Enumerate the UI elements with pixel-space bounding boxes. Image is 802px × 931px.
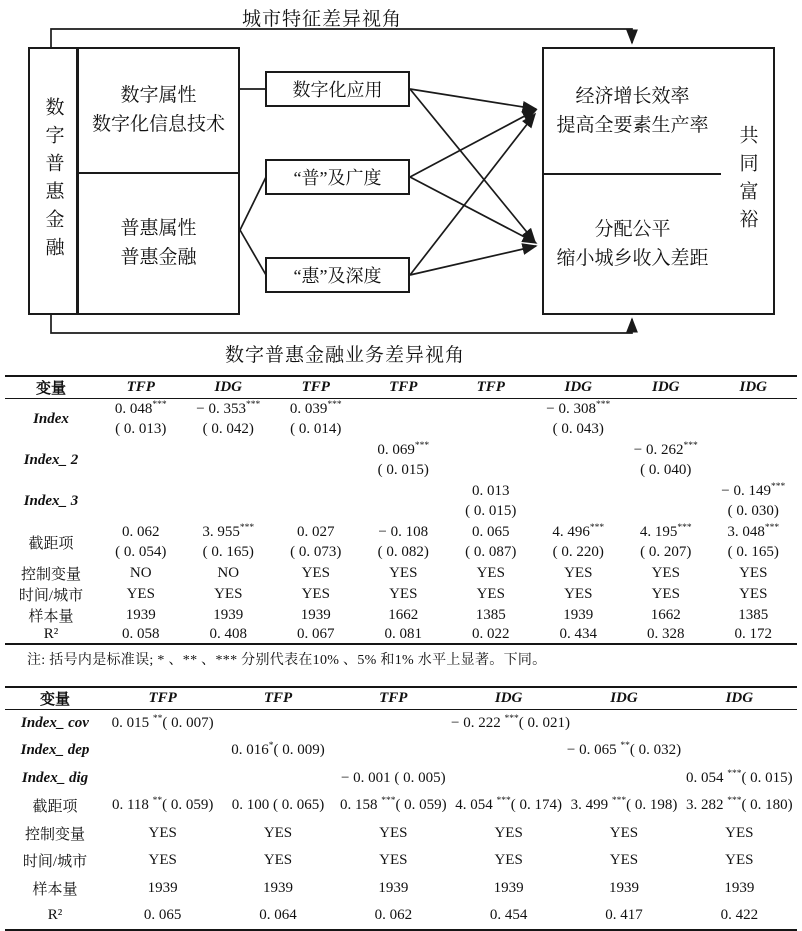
value-cell: YES <box>148 852 177 869</box>
common-prosperity-label: 共同富裕 <box>736 125 758 237</box>
empty-cell <box>535 440 623 481</box>
row-label: 截距项 <box>32 799 78 816</box>
value-cell: YES <box>389 564 418 581</box>
coef-cell: − 0. 065 **( 0. 032) <box>566 741 682 759</box>
empty-cell <box>566 710 681 738</box>
value-cell: 1662 <box>650 606 681 623</box>
row-label: 时间/城市 <box>18 587 84 604</box>
value-cell: YES <box>651 585 680 602</box>
table-row <box>5 710 797 738</box>
value-cell: YES <box>494 824 523 841</box>
row-label: 控制变量 <box>24 826 85 843</box>
coef-cell: − 0. 108 ( 0. 082) <box>377 524 429 560</box>
value-cell: YES <box>263 852 293 869</box>
empty-cell <box>451 765 566 793</box>
empty-cell <box>566 765 681 793</box>
inclusive-attribute-box <box>79 174 238 313</box>
empty-cell <box>220 710 335 738</box>
empty-cell <box>105 737 220 765</box>
coef-cell: 4. 054 ***( 0. 174) <box>455 796 563 814</box>
row-label: 时间/城市 <box>22 854 88 871</box>
coef-cell: 0. 062 ( 0. 054) <box>115 524 167 560</box>
value-cell: 1385 <box>475 606 506 623</box>
value-cell: 1939 <box>378 879 409 896</box>
coef-cell: 0. 027 ( 0. 073) <box>290 524 342 560</box>
empty-cell <box>336 737 451 765</box>
column-header: IDG <box>494 690 523 706</box>
row-label: 样本量 <box>28 608 74 625</box>
digital-inclusive-finance-label: 数字普惠金融 <box>42 97 64 265</box>
coef-cell: 0. 100 ( 0. 065) <box>231 797 325 814</box>
value-cell: YES <box>389 585 418 602</box>
empty-cell <box>336 710 451 738</box>
value-cell: YES <box>725 852 754 869</box>
coef-cell: 0. 158 ***( 0. 059) <box>339 796 447 814</box>
header-row <box>5 376 797 399</box>
diagram-top-title: 城市特征差异视角 <box>241 9 402 30</box>
coverage-breadth-box: “普”及广度 <box>265 159 410 195</box>
value-cell: YES <box>609 852 639 869</box>
header-row <box>5 687 797 710</box>
diagram-bottom-title: 数字普惠金融业务差异视角 <box>224 345 465 366</box>
value-cell: 1939 <box>213 606 244 623</box>
value-cell: YES <box>214 585 243 602</box>
value-cell: 0. 422 <box>720 906 759 923</box>
value-cell: YES <box>564 564 593 581</box>
coef-cell: 0. 015 **( 0. 007) <box>111 714 214 731</box>
coef-cell: − 0. 308*** ( 0. 043) <box>546 400 611 438</box>
value-cell: YES <box>739 585 768 602</box>
value-cell: YES <box>609 824 639 841</box>
usage-depth-box: “惠”及深度 <box>265 257 410 293</box>
coef-cell: 0. 118 **( 0. 059) <box>111 796 214 814</box>
column-header: IDG <box>564 379 592 395</box>
row-label: Index_ 3 <box>23 492 79 509</box>
column-header: TFP <box>263 690 293 706</box>
value-cell: 1939 <box>563 606 594 623</box>
coef-cell: 0. 065 ( 0. 087) <box>465 524 517 560</box>
value-cell: YES <box>301 564 330 581</box>
row-label: Index <box>33 410 69 427</box>
coef-cell: 0. 054 ***( 0. 015) <box>685 768 793 786</box>
column-header: IDG <box>214 379 242 395</box>
digital-attribute-box <box>79 49 238 174</box>
value-cell: YES <box>379 852 408 869</box>
value-cell: 1939 <box>608 879 639 896</box>
growth-efficiency-box <box>544 49 721 175</box>
table-row <box>5 563 797 584</box>
empty-cell <box>622 399 710 440</box>
value-cell: 1939 <box>724 879 755 896</box>
empty-cell <box>682 710 797 738</box>
value-cell: YES <box>725 824 754 841</box>
coef-cell: 0. 069*** ( 0. 015) <box>377 441 430 478</box>
table-row <box>5 626 797 645</box>
empty-cell <box>97 481 185 522</box>
table-row <box>5 481 797 522</box>
value-cell: YES <box>379 824 408 841</box>
column-header: IDG <box>651 379 680 395</box>
table-row <box>5 875 797 903</box>
value-cell: 1385 <box>738 606 769 623</box>
table-row <box>5 584 797 605</box>
empty-cell <box>220 765 335 793</box>
value-cell: 1939 <box>147 879 178 896</box>
row-label: Index_ dep <box>20 742 90 759</box>
row-label: 截距项 <box>28 535 74 552</box>
distribution-fairness-line1: 分配公平 <box>594 218 671 240</box>
value-cell: 0. 081 <box>384 625 422 642</box>
value-cell: YES <box>739 564 768 581</box>
column-header: IDG <box>725 690 754 706</box>
empty-cell <box>682 737 797 765</box>
value-cell: 1939 <box>493 879 524 896</box>
value-cell: 0. 064 <box>259 906 297 923</box>
table-row <box>5 792 797 820</box>
value-cell: YES <box>301 585 330 602</box>
column-header: TFP <box>126 379 155 395</box>
distribution-fairness-line2: 缩小城乡收入差距 <box>556 247 709 269</box>
value-cell: 1939 <box>125 606 156 623</box>
value-cell: YES <box>651 564 680 581</box>
value-cell: 0. 058 <box>122 625 160 642</box>
empty-cell <box>360 399 448 440</box>
table-row <box>5 737 797 765</box>
empty-cell <box>451 737 566 765</box>
row-label: Index_ dig <box>21 769 89 786</box>
empty-cell <box>535 481 623 522</box>
column-header: TFP <box>476 379 505 395</box>
table-row <box>5 399 797 440</box>
value-cell: 0. 417 <box>605 906 643 923</box>
attribute-boxes <box>77 47 240 315</box>
column-header: TFP <box>301 379 330 395</box>
coef-cell: − 0. 222 ***( 0. 021) <box>450 714 570 731</box>
empty-cell <box>185 481 273 522</box>
empty-cell <box>447 399 535 440</box>
table-row <box>5 820 797 848</box>
empty-cell <box>710 440 798 481</box>
column-header: TFP <box>389 379 418 395</box>
empty-cell <box>622 481 710 522</box>
table-row <box>5 765 797 793</box>
row-label: 控制变量 <box>20 566 81 583</box>
empty-cell <box>105 765 220 793</box>
coef-cell: − 0. 001 ( 0. 005) <box>340 769 446 786</box>
coef-cell: 3. 955*** ( 0. 165) <box>202 523 255 560</box>
row-label: Index_ 2 <box>23 451 79 468</box>
value-cell: YES <box>476 564 505 581</box>
coef-cell: 3. 282 ***( 0. 180) <box>685 796 793 814</box>
growth-efficiency-line2: 提高全要素生产率 <box>556 114 709 136</box>
value-cell: YES <box>148 824 177 841</box>
digital-attribute-line1: 数字属性 <box>120 85 197 107</box>
regression-table <box>5 686 797 931</box>
value-cell: 0. 408 <box>209 625 247 642</box>
coef-cell: 0. 016*( 0. 009) <box>231 741 325 759</box>
row-label: Index_ cov <box>21 715 89 731</box>
column-header: 变量 <box>39 692 70 708</box>
outcome-boxes <box>542 47 723 315</box>
inclusive-attribute-line1: 普惠属性 <box>120 218 197 240</box>
empty-cell <box>360 481 448 522</box>
regression-table-2-mount <box>5 686 797 931</box>
value-cell: NO <box>217 564 240 581</box>
coef-cell: 0. 048*** ( 0. 013) <box>114 400 167 438</box>
coef-cell: − 0. 149*** ( 0. 030) <box>721 482 786 519</box>
empty-cell <box>97 440 185 481</box>
value-cell: YES <box>564 585 593 602</box>
coef-cell: − 0. 353*** ( 0. 042) <box>196 400 261 438</box>
column-header: TFP <box>148 690 177 706</box>
digital-application-box: 数字化应用 <box>265 71 410 107</box>
value-cell: 0. 022 <box>472 625 510 642</box>
coef-cell: 3. 499 ***( 0. 198) <box>570 796 678 814</box>
column-header: IDG <box>739 379 767 395</box>
value-cell: 0. 454 <box>489 906 528 923</box>
digital-inclusive-finance-box <box>28 47 78 315</box>
value-cell: 0. 062 <box>374 906 413 923</box>
regression-table <box>5 375 797 645</box>
table-row <box>5 522 797 563</box>
distribution-fairness-box <box>544 175 721 313</box>
value-cell: 0. 434 <box>559 625 597 642</box>
coef-cell: 0. 013 ( 0. 015) <box>465 483 517 519</box>
coef-cell: − 0. 262*** ( 0. 040) <box>633 441 698 478</box>
empty-cell <box>447 440 535 481</box>
column-header: TFP <box>379 690 408 706</box>
empty-cell <box>272 440 360 481</box>
value-cell: 1939 <box>300 606 331 623</box>
value-cell: 1939 <box>262 879 293 896</box>
value-cell: 0. 067 <box>297 625 335 642</box>
column-header: IDG <box>610 690 638 706</box>
value-cell: YES <box>476 585 505 602</box>
growth-efficiency-line1: 经济增长效率 <box>575 85 690 107</box>
value-cell: 0. 328 <box>647 625 685 642</box>
row-label: R² <box>43 625 59 642</box>
table-row <box>5 440 797 481</box>
value-cell: YES <box>126 585 155 602</box>
table-note: 注: 括号内是标准误; * 、** 、*** 分别代表在10% 、5% 和1% 水平上显著。下同。 <box>27 653 547 668</box>
value-cell: NO <box>129 564 152 581</box>
coef-cell: 4. 496*** ( 0. 220) <box>552 523 605 560</box>
value-cell: 0. 172 <box>734 625 772 642</box>
regression-table-1-mount <box>5 375 797 645</box>
row-label: R² <box>47 906 63 923</box>
coef-cell: 3. 048*** ( 0. 165) <box>727 523 780 560</box>
value-cell: 1662 <box>388 606 419 623</box>
table-row <box>5 902 797 930</box>
empty-cell <box>710 399 798 440</box>
table-row <box>5 605 797 626</box>
value-cell: 0. 065 <box>143 906 182 923</box>
coef-cell: 0. 039*** ( 0. 014) <box>289 400 342 438</box>
table-row <box>5 847 797 875</box>
conceptual-framework-diagram <box>0 0 802 372</box>
column-header: 变量 <box>35 381 66 397</box>
value-cell: YES <box>263 824 293 841</box>
empty-cell <box>185 440 273 481</box>
inclusive-attribute-line2: 普惠金融 <box>120 247 197 268</box>
empty-cell <box>272 481 360 522</box>
coef-cell: 4. 195*** ( 0. 207) <box>639 523 692 560</box>
tables-section <box>0 375 802 931</box>
row-label: 样本量 <box>32 881 78 898</box>
value-cell: YES <box>494 852 523 869</box>
common-prosperity-box <box>721 47 775 315</box>
digital-attribute-line2: 数字化信息技术 <box>91 114 225 135</box>
